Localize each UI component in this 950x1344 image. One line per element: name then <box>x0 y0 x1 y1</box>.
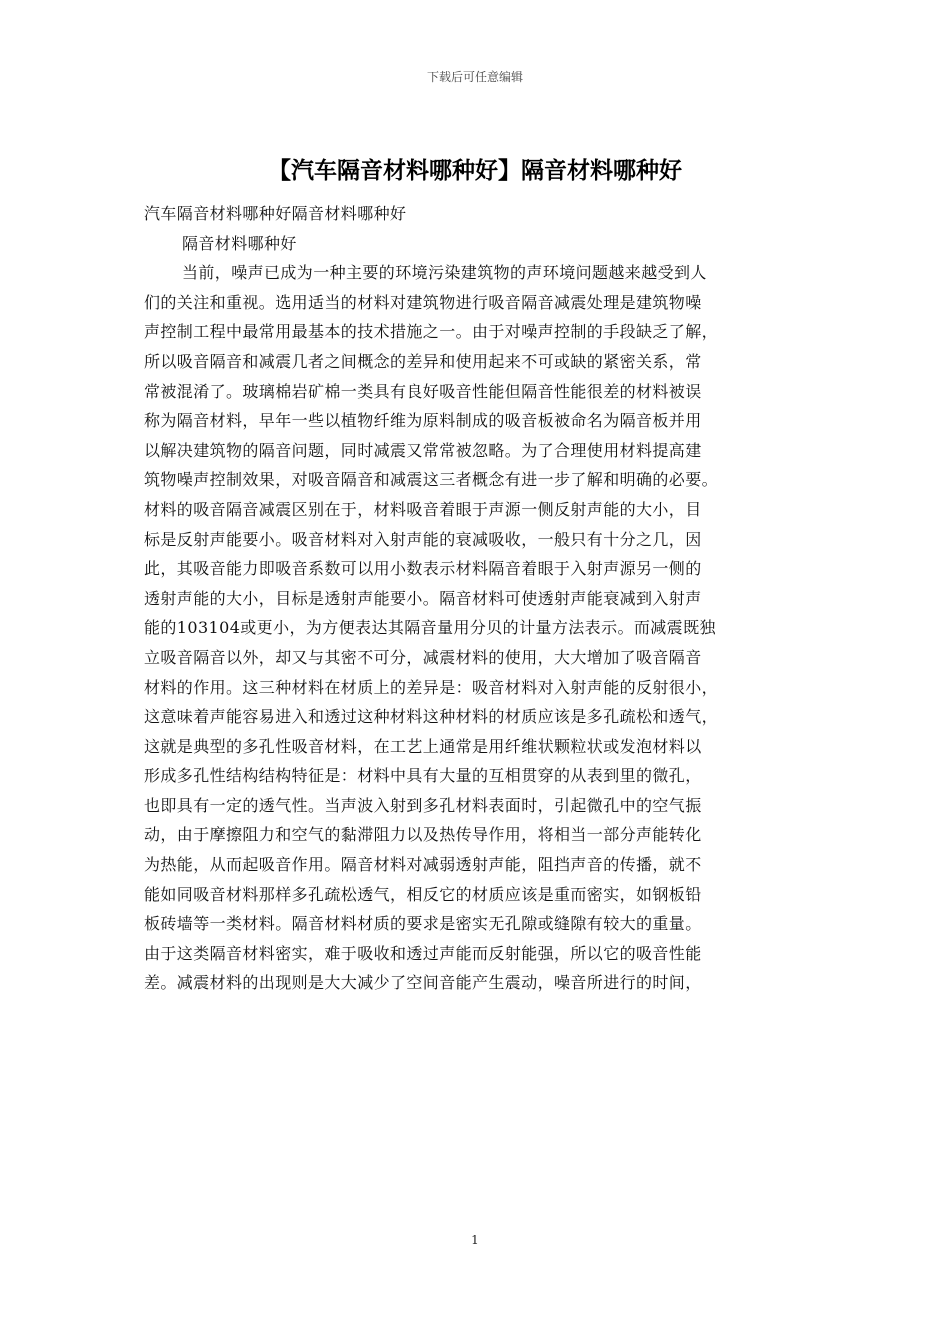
body-line: 这就是典型的多孔性吸音材料，在工艺上通常是用纤维状颗粒状或发泡材料以 <box>144 736 702 756</box>
section-heading: 隔音材料哪种好 <box>182 233 297 253</box>
body-line: 当前，噪声已成为一种主要的环境污染建筑物的声环境问题越来越受到人 <box>182 263 707 283</box>
body-line: 标是反射声能要小。吸音材料对入射声能的衰减吸收，一般只有十分之几，因 <box>144 529 702 549</box>
body-line: 所以吸音隔音和减震几者之间概念的差异和使用起来不可或缺的紧密关系，常 <box>144 351 702 371</box>
body-line: 板砖墙等一类材料。隔音材料材质的要求是密实无孔隙或缝隙有较大的重量。 <box>144 914 702 934</box>
document-body <box>144 199 824 998</box>
body-line: 常被混淆了。玻璃棉岩矿棉一类具有良好吸音性能但隔音性能很差的材料被误 <box>144 381 702 401</box>
document-title: 【汽车隔音材料哪种好】隔音材料哪种好 <box>268 158 682 184</box>
body-line: 这意味着声能容易进入和透过这种材料这种材料的材质应该是多孔疏松和透气， <box>144 707 719 727</box>
body-line: 透射声能的大小，目标是透射声能要小。隔音材料可使透射声能衰减到入射声 <box>144 588 702 608</box>
body-line: 能如同吸音材料那样多孔疏松透气，相反它的材质应该是重而密实，如钢板铅 <box>144 884 702 904</box>
header-note: 下载后可任意编辑 <box>426 70 523 84</box>
body-line: 为热能，从而起吸音作用。隔音材料对减弱透射声能，阻挡声音的传播，就不 <box>144 855 702 875</box>
body-line: 立吸音隔音以外，却又与其密不可分，减震材料的使用，大大增加了吸音隔音 <box>144 647 702 667</box>
body-line: 也即具有一定的透气性。当声波入射到多孔材料表面时，引起微孔中的空气振 <box>144 795 702 815</box>
body-line: 称为隔音材料，早年一些以植物纤维为原料制成的吸音板被命名为隔音板并用 <box>144 411 702 431</box>
body-line: 能的103104或更小，为方便表达其隔音量用分贝的计量方法表示。而减震既独 <box>144 618 716 638</box>
body-line: 由于这类隔音材料密实，难于吸收和透过声能而反射能强，所以它的吸音性能 <box>144 943 702 963</box>
body-line: 此，其吸音能力即吸音系数可以用小数表示材料隔音着眼于入射声源另一侧的 <box>144 559 702 579</box>
body-line: 声控制工程中最常用最基本的技术措施之一。由于对噪声控制的手段缺乏了解， <box>144 322 719 342</box>
body-line: 们的关注和重视。选用适当的材料对建筑物进行吸音隔音减震处理是建筑物噪 <box>144 292 702 312</box>
body-line: 材料的作用。这三种材料在材质上的差异是：吸音材料对入射声能的反射很小， <box>144 677 719 697</box>
body-line: 筑物噪声控制效果，对吸音隔音和减震这三者概念有进一步了解和明确的必要。 <box>144 470 719 490</box>
body-line: 差。减震材料的出现则是大大减少了空间音能产生震动，噪音所进行的时间， <box>144 973 702 993</box>
body-line: 形成多孔性结构结构特征是：材料中具有大量的互相贯穿的从表到里的微孔， <box>144 766 702 786</box>
page-number: 1 <box>471 1233 479 1247</box>
body-line: 动，由于摩擦阻力和空气的黏滞阻力以及热传导作用，将相当一部分声能转化 <box>144 825 702 845</box>
document-subtitle: 汽车隔音材料哪种好隔音材料哪种好 <box>144 204 407 223</box>
body-line: 材料的吸音隔音减震区别在于，材料吸音着眼于声源一侧反射声能的大小，目 <box>144 499 702 519</box>
body-line: 以解决建筑物的隔音问题，同时减震又常常被忽略。为了合理使用材料提高建 <box>144 440 702 460</box>
